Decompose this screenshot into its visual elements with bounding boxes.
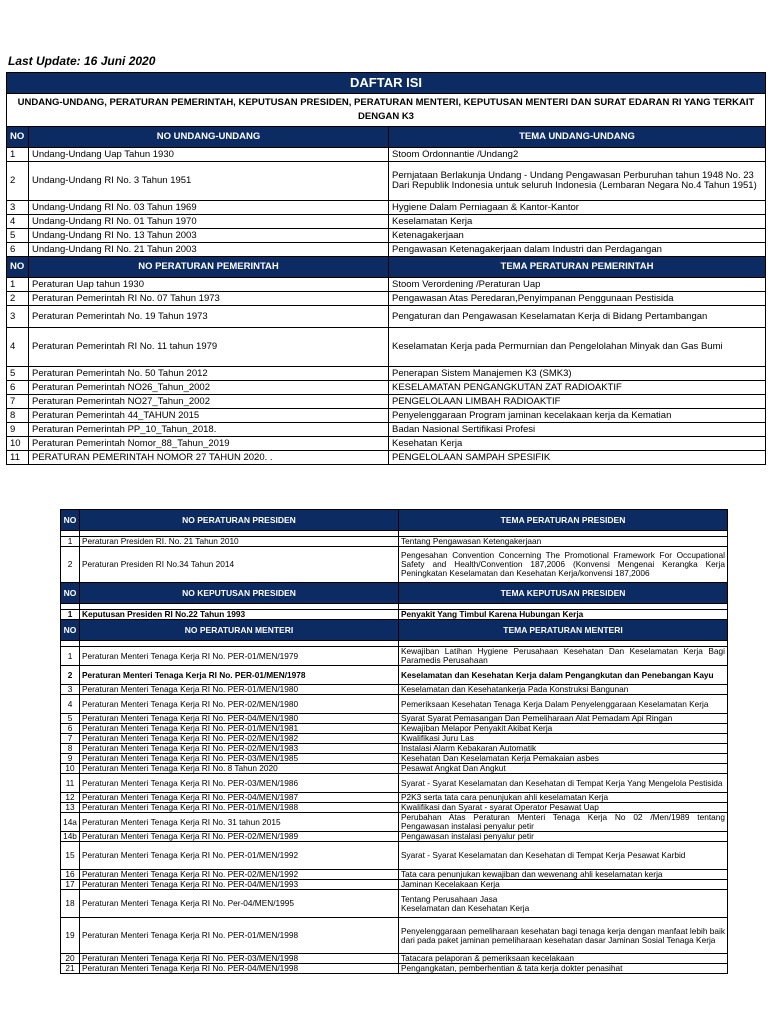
regulation-theme: Tatacara pelaporan & pemeriksaan kecelakaan (399, 954, 728, 964)
regulation-theme: Penyelenggaraan pemeliharaan kesehatan bagi tenaga kerja dengan manfaat lebih baik dari pada paket jaminan pemeliharaan kesehatan dasar Jaminan Sosial Tenaga Kerja (399, 918, 728, 954)
table-row (61, 734, 728, 744)
column-header: TEMA UNDANG-UNDANG (389, 127, 766, 148)
row-number: 6 (7, 243, 29, 257)
regulation-theme: Ketenagakerjaan (389, 229, 766, 243)
regulation-name: Peraturan Uap tahun 1930 (29, 278, 389, 292)
table-row (61, 666, 728, 685)
column-header: TEMA PERATURAN PEMERINTAH (389, 257, 766, 278)
regulation-theme: Penyelenggaraan Program jaminan kecelakaan kerja da Kematian (389, 409, 766, 423)
regulation-name: Peraturan Pemerintah No. 19 Tahun 1973 (29, 306, 389, 328)
table-row (7, 395, 766, 409)
regulation-name: PERATURAN PEMERINTAH NOMOR 27 TAHUN 2020. . (29, 451, 389, 465)
regulation-name: Peraturan Menteri Tenaga Kerja RI No. PER-02/MEN/1992 (80, 870, 399, 880)
table-row (7, 229, 766, 243)
regulation-name: Peraturan Menteri Tenaga Kerja RI No. PER-04/MEN/1998 (80, 964, 399, 974)
table-row (7, 437, 766, 451)
row-number: 6 (61, 724, 80, 734)
regulation-name: Peraturan Menteri Tenaga Kerja RI No. PER-02/MEN/1982 (80, 734, 399, 744)
regulation-theme: PENGELOLAAN SAMPAH SPESIFIK (389, 451, 766, 465)
regulation-theme: Badan Nasional Sertifikasi Profesi (389, 423, 766, 437)
regulation-theme: Stoom Ordonnantie /Undang2 (389, 148, 766, 162)
regulation-theme: Pengawasan Atas Peredaran,Penyimpanan Penggunaan Pestisida (389, 292, 766, 306)
row-number: 14b (61, 832, 80, 842)
regulation-name: Peraturan Pemerintah RI No. 07 Tahun 1973 (29, 292, 389, 306)
table-row (7, 201, 766, 215)
regulation-name: Peraturan Menteri Tenaga Kerja RI No. PER-01/MEN/1988 (80, 803, 399, 813)
regulation-name: Peraturan Menteri Tenaga Kerja RI No. PER-03/MEN/1998 (80, 954, 399, 964)
row-number: 1 (61, 647, 80, 666)
row-number: 1 (7, 148, 29, 162)
regulation-theme: Pernjataan Berlakunja Undang - Undang Pengawasan Perburuhan tahun 1948 No. 23 Dari Republik Indonesia untuk seluruh Indonesia (Lembaran Negara No.4 Tahun 1951) (389, 162, 766, 201)
table-row (61, 764, 728, 774)
regulation-theme: Keselamatan dan Kesehatan Kerja dalam Pengangkutan dan Penebangan Kayu (399, 666, 728, 685)
row-number: 2 (7, 162, 29, 201)
row-number: 9 (7, 423, 29, 437)
column-header: TEMA PERATURAN MENTERI (399, 620, 728, 641)
row-number: 2 (7, 292, 29, 306)
table-row (7, 215, 766, 229)
row-number: 5 (61, 714, 80, 724)
table-row (61, 918, 728, 954)
column-header: NO (61, 510, 80, 531)
row-number: 2 (61, 666, 80, 685)
regulation-name: Peraturan Menteri Tenaga Kerja RI No. PER-03/MEN/1985 (80, 754, 399, 764)
regulation-theme: Pengawasan Ketenagakerjaan dalam Industri dan Perdagangan (389, 243, 766, 257)
regulation-theme: Penerapan Sistem Manajemen K3 (SMK3) (389, 367, 766, 381)
regulation-theme: Perubahan Atas Peraturan Menteri Tenaga Kerja No 02 /Men/1989 tentang Pengawasan instalasi penyalur petir (399, 813, 728, 832)
regulation-theme: Keselamatan Kerja pada Permurnian dan Pengelolahan Minyak dan Gas Bumi (389, 328, 766, 367)
section-header (61, 510, 728, 531)
row-number: 18 (61, 890, 80, 918)
table-row (61, 964, 728, 974)
regulation-theme: Penyakit Yang Timbul Karena Hubungan Kerja (399, 610, 728, 620)
regulation-theme: Syarat - Syarat Keselamatan dan Kesehatan di Tempat Kerja Pesawat Karbid (399, 842, 728, 870)
table-row (7, 243, 766, 257)
table-row (7, 451, 766, 465)
row-number: 8 (61, 744, 80, 754)
regulation-theme: Kesehatan Kerja (389, 437, 766, 451)
regulation-name: Peraturan Menteri Tenaga Kerja RI No. PER-04/MEN/1987 (80, 793, 399, 803)
regulation-name: Peraturan Pemerintah RI No. 11 tahun 1979 (29, 328, 389, 367)
row-number: 6 (7, 381, 29, 395)
section-header (7, 127, 766, 148)
table-row (61, 744, 728, 754)
row-number: 15 (61, 842, 80, 870)
regulation-theme: P2K3 serta tata cara penunjukan ahli keselamatan Kerja (399, 793, 728, 803)
table-row (7, 278, 766, 292)
table-row (61, 754, 728, 764)
row-number: 1 (61, 610, 80, 620)
row-number: 19 (61, 918, 80, 954)
row-number: 11 (7, 451, 29, 465)
regulation-theme: Hygiene Dalam Perniagaan & Kantor-Kantor (389, 201, 766, 215)
regulation-theme: Kesehatan Dan Keselamatan Kerja Pemakaian asbes (399, 754, 728, 764)
contents-intro: UNDANG-UNDANG, PERATURAN PEMERINTAH, KEPUTUSAN PRESIDEN, PERATURAN MENTERI, KEPUTUSAN MENTERI DAN SURAT EDARAN RI YANG TERKAIT DENGAN K3 (7, 94, 766, 127)
contents-title: DAFTAR ISI (7, 73, 766, 94)
regulation-name: Peraturan Presiden RI No.34 Tahun 2014 (80, 547, 399, 583)
regulation-name: Peraturan Menteri Tenaga Kerja RI No. PER-04/MEN/1980 (80, 714, 399, 724)
top-contents-table (6, 72, 766, 465)
column-header: TEMA PERATURAN PRESIDEN (399, 510, 728, 531)
row-number: 10 (7, 437, 29, 451)
column-header: NO (7, 127, 29, 148)
regulation-name: Peraturan Pemerintah No. 50 Tahun 2012 (29, 367, 389, 381)
regulation-name: Peraturan Menteri Tenaga Kerja RI No. PER-04/MEN/1993 (80, 880, 399, 890)
table-row (61, 547, 728, 583)
regulation-theme: Pengangkatan, pemberhentian & tata kerja dokter penasihat (399, 964, 728, 974)
regulation-name: Peraturan Pemerintah Nomor_88_Tahun_2019 (29, 437, 389, 451)
table-row (7, 381, 766, 395)
table-row (61, 774, 728, 793)
column-header: NO KEPUTUSAN PRESIDEN (80, 583, 399, 604)
table-row (61, 724, 728, 734)
table-row (7, 409, 766, 423)
table-row (7, 292, 766, 306)
regulation-theme: Jaminan Kecelakaan Kerja (399, 880, 728, 890)
regulation-name: Peraturan Menteri Tenaga Kerja RI No. PER-02/MEN/1980 (80, 695, 399, 714)
table-row (61, 954, 728, 964)
regulation-name: Peraturan Pemerintah NO26_Tahun_2002 (29, 381, 389, 395)
row-number: 21 (61, 964, 80, 974)
column-header: NO (7, 257, 29, 278)
regulation-theme: Syarat - Syarat Keselamatan dan Kesehatan di Tempat Kerja Yang Mengelola Pestisida (399, 774, 728, 793)
row-number: 14a (61, 813, 80, 832)
regulation-theme: KESELAMATAN PENGANGKUTAN ZAT RADIOAKTIF (389, 381, 766, 395)
row-number: 20 (61, 954, 80, 964)
row-number: 7 (61, 734, 80, 744)
regulation-name: Peraturan Pemerintah PP_10_Tahun_2018. (29, 423, 389, 437)
row-number: 13 (61, 803, 80, 813)
table-row (61, 880, 728, 890)
regulation-name: Peraturan Menteri Tenaga Kerja RI No. PER-01/MEN/1998 (80, 918, 399, 954)
last-update: Last Update: 16 Juni 2020 (8, 54, 156, 68)
regulation-name: Peraturan Menteri Tenaga Kerja RI No. PER-01/MEN/1980 (80, 685, 399, 695)
table-row (61, 803, 728, 813)
section-header (61, 583, 728, 604)
row-number: 1 (7, 278, 29, 292)
regulation-theme: Keselamatan dan Kesehatankerja Pada Konstruksi Bangunan (399, 685, 728, 695)
regulation-name: Undang-Undang RI No. 3 Tahun 1951 (29, 162, 389, 201)
regulation-theme: Pengawasan instalasi penyalur petir (399, 832, 728, 842)
regulation-name: Peraturan Menteri Tenaga Kerja RI No. PER-02/MEN/1989 (80, 832, 399, 842)
table-row (7, 162, 766, 201)
regulation-name: Peraturan Menteri Tenaga Kerja RI No. 31 tahun 2015 (80, 813, 399, 832)
table-row (61, 695, 728, 714)
regulation-name: Peraturan Menteri Tenaga Kerja RI No. Per-04/MEN/1995 (80, 890, 399, 918)
table-row (61, 610, 728, 620)
regulation-theme: Kewajiban Latihan Hygiene Perusahaan Kesehatan Dan Keselamatan Kerja Bagi Paramedis Perusahaan (399, 647, 728, 666)
regulation-name: Peraturan Presiden RI. No. 21 Tahun 2010 (80, 537, 399, 547)
row-number: 16 (61, 870, 80, 880)
regulation-name: Undang-Undang RI No. 01 Tahun 1970 (29, 215, 389, 229)
column-header: NO (61, 583, 80, 604)
regulation-theme: PENGELOLAAN LIMBAH RADIOAKTIF (389, 395, 766, 409)
row-number: 8 (7, 409, 29, 423)
regulation-name: Undang-Undang Uap Tahun 1930 (29, 148, 389, 162)
table-row (61, 714, 728, 724)
regulation-theme: Tentang Pengawasan Ketengakerjaan (399, 537, 728, 547)
table-row (61, 842, 728, 870)
column-header: NO PERATURAN PRESIDEN (80, 510, 399, 531)
bottom-contents-table (60, 509, 728, 974)
table-row (61, 870, 728, 880)
regulation-name: Peraturan Pemerintah 44_TAHUN 2015 (29, 409, 389, 423)
row-number: 3 (7, 306, 29, 328)
table-row (7, 328, 766, 367)
row-number: 2 (61, 547, 80, 583)
regulation-theme: Syarat Syarat Pemasangan Dan Pemeliharaan Alat Pemadam Api Ringan (399, 714, 728, 724)
row-number: 11 (61, 774, 80, 793)
row-number: 5 (7, 229, 29, 243)
row-number: 4 (7, 215, 29, 229)
table-row (7, 367, 766, 381)
section-header (7, 257, 766, 278)
regulation-theme: Keselamatan Kerja (389, 215, 766, 229)
regulation-theme: Instalasi Alarm Kebakaran Automatik (399, 744, 728, 754)
regulation-theme: Pemeriksaan Kesehatan Tenaga Kerja Dalam Penyelenggaraan Keselamatan Kerja (399, 695, 728, 714)
regulation-name: Undang-Undang RI No. 03 Tahun 1969 (29, 201, 389, 215)
table-row (61, 537, 728, 547)
table-row (7, 148, 766, 162)
column-header: NO (61, 620, 80, 641)
regulation-theme: Tentang Perusahaan Jasa Keselamatan dan Kesehatan Kerja (399, 890, 728, 918)
regulation-theme: Tata cara penunjukan kewajiban dan wewenang ahli keselamatan kerja (399, 870, 728, 880)
table-row (61, 647, 728, 666)
table-row (61, 793, 728, 803)
table-row (7, 306, 766, 328)
regulation-name: Peraturan Menteri Tenaga Kerja RI No. 8 Tahun 2020 (80, 764, 399, 774)
row-number: 4 (61, 695, 80, 714)
row-number: 17 (61, 880, 80, 890)
regulation-name: Peraturan Menteri Tenaga Kerja RI No. PER-01/MEN/1978 (80, 666, 399, 685)
table-row (61, 813, 728, 832)
table-row (61, 685, 728, 695)
regulation-name: Peraturan Menteri Tenaga Kerja RI No. PER-01/MEN/1979 (80, 647, 399, 666)
column-header: NO PERATURAN PEMERINTAH (29, 257, 389, 278)
row-number: 12 (61, 793, 80, 803)
row-number: 10 (61, 764, 80, 774)
row-number: 3 (61, 685, 80, 695)
column-header: TEMA KEPUTUSAN PRESIDEN (399, 583, 728, 604)
regulation-name: Peraturan Menteri Tenaga Kerja RI No. PER-01/MEN/1981 (80, 724, 399, 734)
row-number: 4 (7, 328, 29, 367)
regulation-theme: Pengesahan Convention Concerning The Promotional Framework For Occupational Safety and Health/Convention 187,2006 (Konvensi Mengenai Kerangka Kerja Peningkatan Keselamatan dan Kesehatan Kerja/konvensi 187,2006 (399, 547, 728, 583)
table-row (7, 423, 766, 437)
table-row (61, 890, 728, 918)
regulation-theme: Kwalifikasi dan Syarat - syarat Operator Pesawat Uap (399, 803, 728, 813)
regulation-name: Undang-Undang RI No. 21 Tahun 2003 (29, 243, 389, 257)
regulation-theme: Stoom Verordening /Peraturan Uap (389, 278, 766, 292)
row-number: 1 (61, 537, 80, 547)
regulation-name: Undang-Undang RI No. 13 Tahun 2003 (29, 229, 389, 243)
regulation-name: Peraturan Menteri Tenaga Kerja RI No. PER-03/MEN/1986 (80, 774, 399, 793)
section-header (61, 620, 728, 641)
regulation-theme: Pesawat Angkat Dan Angkut (399, 764, 728, 774)
regulation-name: Peraturan Pemerintah NO27_Tahun_2002 (29, 395, 389, 409)
regulation-theme: Pengaturan dan Pengawasan Keselamatan Kerja di Bidang Pertambangan (389, 306, 766, 328)
regulation-name: Keputusan Presiden RI No.22 Tahun 1993 (80, 610, 399, 620)
row-number: 5 (7, 367, 29, 381)
column-header: NO PERATURAN MENTERI (80, 620, 399, 641)
row-number: 9 (61, 754, 80, 764)
regulation-theme: Kewajiban Melapor Penyakit Akibat Kerja (399, 724, 728, 734)
regulation-name: Peraturan Menteri Tenaga Kerja RI No. PER-01/MEN/1992 (80, 842, 399, 870)
row-number: 7 (7, 395, 29, 409)
row-number: 3 (7, 201, 29, 215)
regulation-theme: Kwalifikasi Juru Las (399, 734, 728, 744)
column-header: NO UNDANG-UNDANG (29, 127, 389, 148)
table-row (61, 832, 728, 842)
regulation-name: Peraturan Menteri Tenaga Kerja RI No. PER-02/MEN/1983 (80, 744, 399, 754)
